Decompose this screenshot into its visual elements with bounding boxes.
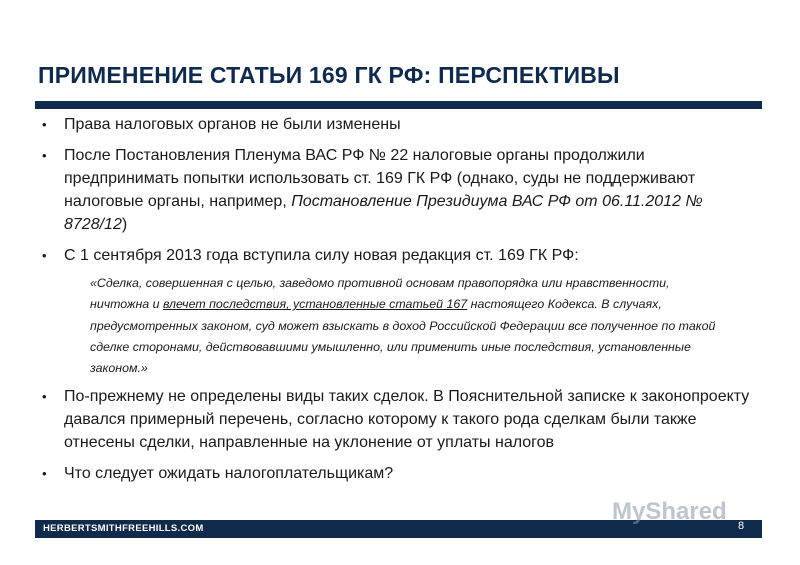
quote-underlined-text: влечет последствия, установленные статьей 167 <box>162 297 468 312</box>
bullet-item <box>40 462 762 485</box>
title-divider <box>35 101 762 109</box>
bullet-text: Права налоговых органов не были изменены <box>64 116 401 133</box>
quote-text-end: настоящего Кодекса. В случаях, предусмотренных законом, суд может взыскать в доход Российской Федерации все полученное по такой сделке сторонами, действовавшими умышленно, или применить иные последствия, установленные законом.» <box>90 297 716 376</box>
bullet-item <box>40 244 762 267</box>
watermark: MyShared <box>612 498 727 525</box>
bullet-dot: • <box>42 389 47 405</box>
bullet-item <box>40 113 762 136</box>
page-number: 8 <box>738 520 745 532</box>
bullet-dot: • <box>42 117 47 132</box>
bullet-list <box>40 113 762 485</box>
bullet-text: После Постановления Пленума ВАС РФ № 22 налоговые органы продолжили предпринимать попытки использовать ст. 169 ГК РФ (однако, суды не поддерживают налоговые органы, например, <box>64 147 696 210</box>
bullet-text-end: ) <box>121 216 128 233</box>
bullet-text: Что следует ожидать налогоплательщикам? <box>64 465 394 483</box>
bullet-text: С 1 сентября 2013 года вступила силу новая редакция ст. 169 ГК РФ: <box>64 247 579 264</box>
slide-title: ПРИМЕНЕНИЕ СТАТЬИ 169 ГК РФ: ПЕРСПЕКТИВЫ <box>38 62 620 88</box>
bullet-dot: • <box>42 248 47 263</box>
bullet-item <box>40 385 762 454</box>
court-ruling-reference: Постановление Президиума ВАС РФ от 06.11.2012 № 8728/12 <box>64 193 703 233</box>
quote-text: «Сделка, совершенная с целью, заведомо противной основам правопорядка или нравственности, ничтожна и <box>90 276 670 312</box>
footer-website: HERBERTSMITHFREEHILLS.COM <box>43 523 204 534</box>
bullet-text: По-прежнему не определены виды таких сделок. В Пояснительной записке к законопроекту давался примерный перечень, согласно которому к такого рода сделкам были также отнесены сделки, направленные на уклонение от уплаты налогов <box>64 388 750 452</box>
bullet-dot: • <box>42 148 47 163</box>
bullet-dot: • <box>42 466 47 482</box>
bullet-item <box>40 144 762 236</box>
law-quote <box>90 273 730 379</box>
